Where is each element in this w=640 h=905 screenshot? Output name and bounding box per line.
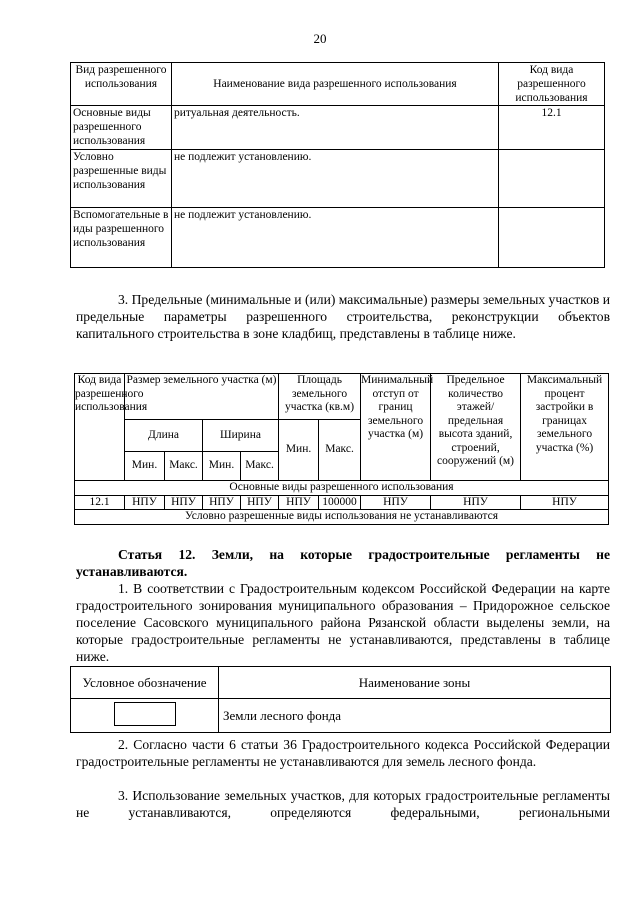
- header-setback: Минимальный отступ от границ земельного участка (м): [361, 374, 431, 481]
- zone-symbol-cell: [71, 699, 219, 733]
- cell-setback: НПУ: [361, 495, 431, 510]
- row-use-name: ритуальная деятельность.: [172, 106, 499, 150]
- header-symbol: Условное обозначение: [71, 667, 219, 699]
- zone-swatch: [114, 702, 176, 726]
- header-coverage: Максимальный процент застройки в границах земельного участка (%): [521, 374, 609, 481]
- row-use-type: Основные виды разрешенного использования: [71, 106, 172, 150]
- zones-table: [70, 666, 611, 733]
- paragraph-2: 2. Согласно части 6 статьи 36 Градостроительного кодекса Российской Федерации градостроительные регламенты не устанавливаются для земель лесного фонда.: [76, 737, 610, 769]
- row-use-code: [499, 150, 605, 208]
- row-use-code: 12.1: [499, 106, 605, 150]
- header-area: Площадь земельного участка (кв.м): [279, 374, 361, 420]
- row-use-type: Условно разрешенные виды использования: [71, 150, 172, 208]
- cell-length-max: НПУ: [165, 495, 203, 510]
- table-row: [75, 495, 609, 510]
- section-conditional-uses: Условно разрешенные виды использования не устанавливаются: [75, 510, 609, 525]
- header-code: Код вида разрешенного использования: [75, 374, 125, 481]
- header-size: Размер земельного участка (м): [125, 374, 279, 420]
- paragraph-article-1: 1. В соответствии с Градостроительным кодексом Российской Федерации на карте градостроительного зонирования муниципального образования – Придорожное сельское поселение Сасовского муниципального района Рязанской области выделены земли, на которые градостроительные регламенты не устанавливаются, представлены в таблице ниже.: [76, 581, 610, 664]
- header-length-min: Мин.: [125, 452, 165, 481]
- parameters-table: [74, 373, 609, 525]
- header-use-name: Наименование вида разрешенного использования: [172, 63, 499, 106]
- cell-area-max: 100000: [319, 495, 361, 510]
- header-use-type: Вид разрешенного использования: [71, 63, 172, 106]
- table-row: [71, 699, 611, 733]
- header-zone-name: Наименование зоны: [219, 667, 611, 699]
- header-width-min: Мин.: [203, 452, 241, 481]
- page-number: 20: [313, 31, 327, 46]
- table-row: [71, 106, 605, 150]
- header-length: Длина: [125, 420, 203, 452]
- paragraph-3: 3. Использование земельных участков, для которых градостроительные регламенты не устанавливаются, определяются федеральными, региональными: [76, 788, 610, 820]
- section-main-uses: Основные виды разрешенного использования: [75, 481, 609, 496]
- table-section-row: [75, 510, 609, 525]
- table-header-row: [75, 374, 609, 420]
- header-area-min: Мин.: [279, 420, 319, 481]
- zone-name: Земли лесного фонда: [219, 699, 611, 733]
- cell-floors: НПУ: [431, 495, 521, 510]
- header-floors: Предельное количество этажей/ предельная высота зданий, строений, сооружений (м): [431, 374, 521, 481]
- row-use-name: не подлежит установлению.: [172, 208, 499, 268]
- cell-area-min: НПУ: [279, 495, 319, 510]
- permitted-use-table: [70, 62, 605, 268]
- cell-length-min: НПУ: [125, 495, 165, 510]
- header-width-max: Макс.: [241, 452, 279, 481]
- row-use-code: [499, 208, 605, 268]
- table-section-row: [75, 481, 609, 496]
- header-area-max: Макс.: [319, 420, 361, 481]
- table-header-row: [71, 667, 611, 699]
- row-use-type: Вспомогательные виды разрешенного использования: [71, 208, 172, 268]
- cell-coverage: НПУ: [521, 495, 609, 510]
- table-header-row: [71, 63, 605, 106]
- cell-width-min: НПУ: [203, 495, 241, 510]
- table-row: [71, 208, 605, 268]
- header-use-code: Код вида разрешенного использования: [499, 63, 605, 106]
- cell-code: 12.1: [75, 495, 125, 510]
- row-use-name: не подлежит установлению.: [172, 150, 499, 208]
- header-length-max: Макс.: [165, 452, 203, 481]
- article-heading: Статья 12. Земли, на которые градостроительные регламенты не устанавливаются.: [76, 547, 610, 579]
- table-row: [71, 150, 605, 208]
- cell-width-max: НПУ: [241, 495, 279, 510]
- header-width: Ширина: [203, 420, 279, 452]
- paragraph-limits: 3. Предельные (минимальные и (или) максимальные) размеры земельных участков и предельные параметры разрешенного строительства, реконструкции объектов капитального строительства в зоне кладбищ, представлены в таблице ниже.: [76, 292, 610, 341]
